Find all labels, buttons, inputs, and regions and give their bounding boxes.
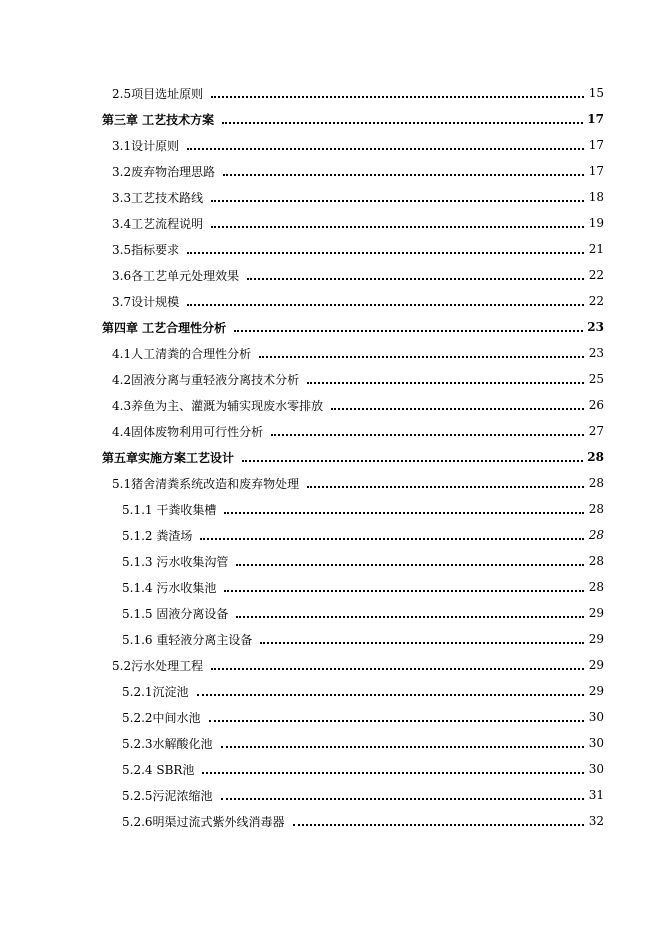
toc-entry[interactable]	[0, 340, 662, 366]
dot-leader	[211, 656, 584, 670]
dot-leader	[247, 266, 584, 280]
toc-entry[interactable]	[0, 496, 662, 522]
dot-leader	[259, 344, 584, 358]
toc-entry[interactable]	[0, 132, 662, 158]
toc-entry-title: 5.1.3 污水收集沟管	[122, 554, 229, 569]
toc-entry-page-number: 28	[588, 528, 604, 542]
toc-entry-title: 5.1.4 污水收集池	[122, 580, 217, 595]
dot-leader	[234, 318, 583, 332]
toc-entry[interactable]	[0, 756, 662, 782]
toc-entry-page-number: 29	[588, 632, 604, 646]
toc-entry[interactable]	[0, 652, 662, 678]
toc-entry-title: 5.1.5 固液分离设备	[122, 606, 229, 621]
toc-entry-page-number: 28	[587, 450, 604, 464]
toc-entry[interactable]	[0, 158, 662, 184]
toc-entry-title: 3.1设计原则	[112, 138, 180, 153]
toc-entry-page-number: 23	[588, 346, 604, 360]
toc-entry[interactable]	[0, 470, 662, 496]
toc-entry[interactable]	[0, 808, 662, 834]
toc-entry-page-number: 28	[588, 476, 604, 490]
toc-entry[interactable]	[0, 626, 662, 652]
toc-entry-title: 4.3养鱼为主、灌溉为辅实现废水零排放	[112, 398, 324, 413]
dot-leader	[187, 292, 584, 306]
toc-entry-title: 3.6各工艺单元处理效果	[112, 268, 240, 283]
toc-entry-title: 5.1.2 粪渣场	[122, 528, 193, 543]
dot-leader	[187, 240, 584, 254]
toc-entry-page-number: 29	[588, 606, 604, 620]
toc-entry[interactable]	[0, 366, 662, 392]
toc-entry-page-number: 29	[588, 684, 604, 698]
dot-leader	[236, 552, 584, 566]
dot-leader	[236, 604, 584, 618]
dot-leader	[224, 500, 584, 514]
toc-entry-title: 第三章 工艺技术方案	[102, 112, 215, 127]
toc-entry[interactable]	[0, 392, 662, 418]
toc-entry-title: 5.1.1 干粪收集槽	[122, 502, 217, 517]
toc-entry-title: 3.7设计规模	[112, 294, 180, 309]
table-of-contents	[0, 80, 662, 834]
toc-entry[interactable]	[0, 184, 662, 210]
dot-leader	[221, 734, 584, 748]
toc-entry-title: 5.2.1沉淀池	[122, 684, 189, 699]
toc-entry[interactable]	[0, 522, 662, 548]
toc-entry-title: 5.1猪舍清粪系统改造和废弃物处理	[112, 476, 300, 491]
toc-entry[interactable]	[0, 730, 662, 756]
toc-entry-title: 第五章实施方案工艺设计	[102, 450, 235, 465]
dot-leader	[293, 812, 584, 826]
toc-entry-title: 5.1.6 重轻液分离主设备	[122, 632, 253, 647]
toc-entry-page-number: 28	[588, 502, 604, 516]
toc-entry[interactable]	[0, 418, 662, 444]
toc-entry[interactable]	[0, 262, 662, 288]
dot-leader	[223, 162, 584, 176]
toc-entry-page-number: 27	[588, 424, 604, 438]
toc-entry-page-number: 26	[588, 398, 604, 412]
toc-entry-page-number: 32	[588, 814, 604, 828]
toc-entry[interactable]	[0, 548, 662, 574]
dot-leader	[331, 396, 584, 410]
dot-leader	[260, 630, 584, 644]
toc-entry[interactable]	[0, 80, 662, 106]
toc-chapter-entry[interactable]	[0, 106, 662, 132]
toc-entry[interactable]	[0, 782, 662, 808]
toc-entry-title: 2.5项目选址原则	[112, 86, 204, 101]
toc-entry-title: 3.2废弃物治理思路	[112, 164, 216, 179]
toc-entry[interactable]	[0, 678, 662, 704]
toc-entry-page-number: 30	[588, 762, 604, 776]
toc-chapter-entry[interactable]	[0, 444, 662, 470]
toc-entry[interactable]	[0, 704, 662, 730]
toc-entry-page-number: 21	[588, 242, 604, 256]
dot-leader	[224, 578, 584, 592]
toc-entry-title: 4.2固液分离与重轻液分离技术分析	[112, 372, 300, 387]
toc-entry-page-number: 17	[588, 138, 604, 152]
toc-entry-title: 5.2污水处理工程	[112, 658, 204, 673]
toc-entry-title: 5.2.4 SBR池	[122, 762, 195, 777]
toc-entry-page-number: 23	[587, 320, 604, 334]
dot-leader	[211, 84, 584, 98]
dot-leader	[187, 136, 584, 150]
dot-leader	[271, 422, 584, 436]
dot-leader	[307, 370, 584, 384]
dot-leader	[211, 214, 584, 228]
toc-entry-page-number: 18	[588, 190, 604, 204]
toc-entry-page-number: 28	[588, 554, 604, 568]
toc-entry[interactable]	[0, 210, 662, 236]
toc-entry-title: 3.3工艺技术路线	[112, 190, 204, 205]
toc-entry-page-number: 30	[588, 736, 604, 750]
toc-entry-title: 3.5指标要求	[112, 242, 180, 257]
toc-entry-title: 第四章 工艺合理性分析	[102, 320, 227, 335]
toc-entry-page-number: 17	[588, 164, 604, 178]
dot-leader	[307, 474, 584, 488]
dot-leader	[221, 786, 584, 800]
toc-entry[interactable]	[0, 288, 662, 314]
dot-leader	[197, 682, 584, 696]
toc-entry-page-number: 19	[588, 216, 604, 230]
toc-entry-page-number: 22	[588, 268, 604, 282]
toc-entry-title: 5.2.2中间水池	[122, 710, 201, 725]
toc-entry-title: 3.4工艺流程说明	[112, 216, 204, 231]
toc-entry-title: 4.1人工清粪的合理性分析	[112, 346, 252, 361]
toc-entry-page-number: 30	[588, 710, 604, 724]
toc-entry-title: 4.4固体废物利用可行性分析	[112, 424, 264, 439]
toc-entry-page-number: 15	[588, 86, 604, 100]
dot-leader	[202, 760, 584, 774]
toc-entry[interactable]	[0, 236, 662, 262]
toc-entry-title: 5.2.5污泥浓缩池	[122, 788, 213, 803]
toc-entry-page-number: 17	[587, 112, 604, 126]
toc-entry-page-number: 22	[588, 294, 604, 308]
toc-chapter-entry[interactable]	[0, 314, 662, 340]
toc-entry-title: 5.2.3水解酸化池	[122, 736, 213, 751]
toc-entry[interactable]	[0, 574, 662, 600]
dot-leader	[209, 708, 584, 722]
dot-leader	[211, 188, 584, 202]
dot-leader	[242, 448, 583, 462]
toc-entry-page-number: 28	[588, 580, 604, 594]
toc-entry-page-number: 29	[588, 658, 604, 672]
toc-entry-page-number: 31	[588, 788, 604, 802]
dot-leader	[222, 110, 583, 124]
toc-entry-page-number: 25	[588, 372, 604, 386]
dot-leader	[200, 526, 584, 540]
toc-entry[interactable]	[0, 600, 662, 626]
toc-entry-title: 5.2.6明渠过流式紫外线消毒器	[122, 814, 285, 829]
